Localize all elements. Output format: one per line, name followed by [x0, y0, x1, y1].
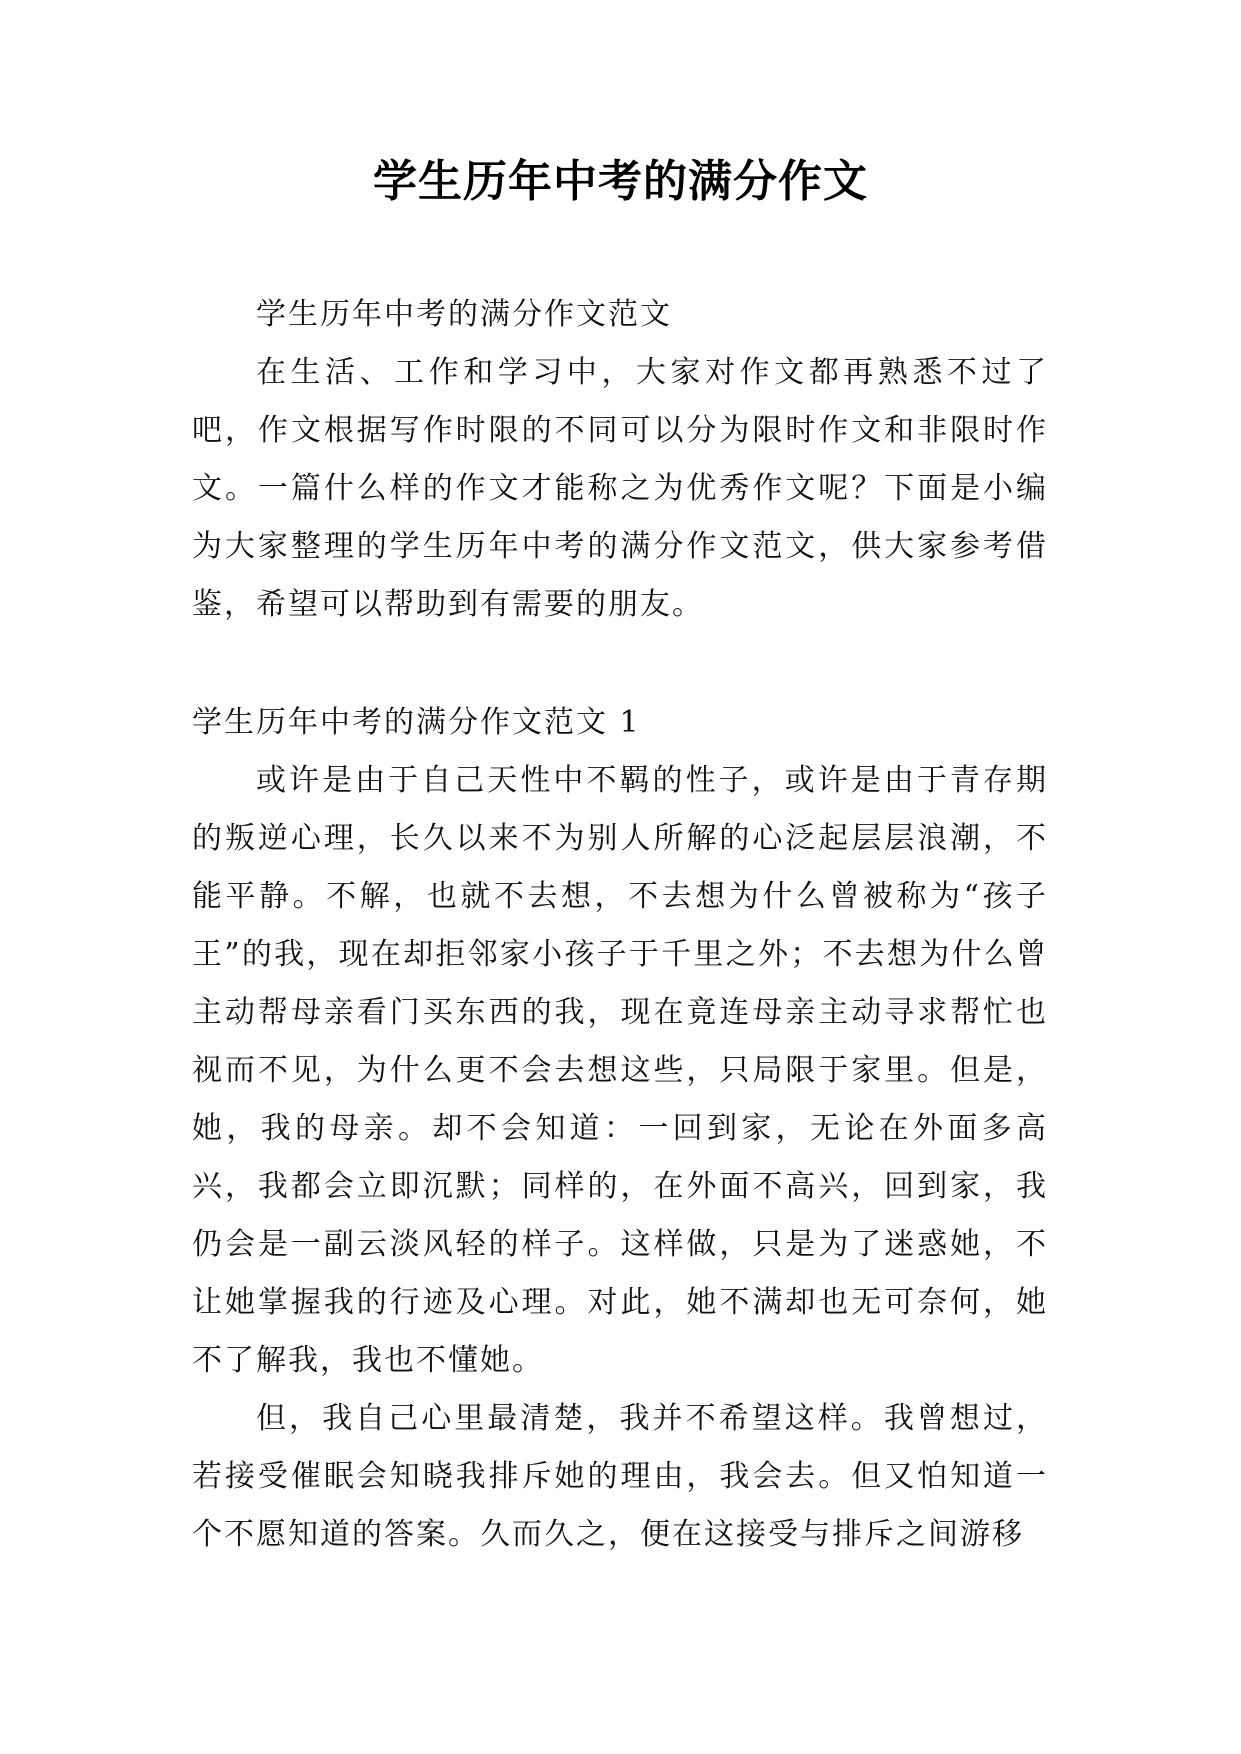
intro-paragraph: 在生活、工作和学习中，大家对作文都再熟悉不过了吧，作文根据写作时限的不同可以分为限时作文和非限时作文。一篇什么样的作文才能称之为优秀作文呢？下面是小编为大家整理的学生历年中考的满分作文范文，供大家参考借鉴，希望可以帮助到有需要的朋友。: [192, 355, 1048, 622]
section-1: [192, 694, 1048, 1564]
intro-heading: 学生历年中考的满分作文范文: [256, 297, 672, 332]
body-paragraph: 或许是由于自己天性中不羁的性子，或许是由于青存期的叛逆心理，长久以来不为别人所解的心泛起层层浪潮，不能平静。不解，也就不去想，不去想为什么曾被称为“孩子王”的我，现在却拒邻家小孩子于千里之外；不去想为什么曾主动帮母亲看门买东西的我，现在竟连母亲主动寻求帮忙也视而不见，为什么更不会去想这些，只局限于家里。但是，她，我的母亲。却不会知道：一回到家，无论在外面多高兴，我都会立即沉默；同样的，在外面不高兴，回到家，我仍会是一副云淡风轻的样子。这样做，只是为了迷惑她，不让她掌握我的行迹及心理。对此，她不满却也无可奈何，她不了解我，我也不懂她。: [192, 763, 1048, 1378]
section-heading: 学生历年中考的满分作文范文 1: [192, 705, 641, 740]
intro-block: [192, 286, 1048, 634]
body-paragraph: 但，我自己心里最清楚，我并不希望这样。我曾想过，若接受催眠会知晓我排斥她的理由，我会去。但又怕知道一个不愿知道的答案。久而久之，便在这接受与排斥之间游移: [192, 1401, 1048, 1552]
document-title: 学生历年中考的满分作文: [373, 156, 868, 207]
